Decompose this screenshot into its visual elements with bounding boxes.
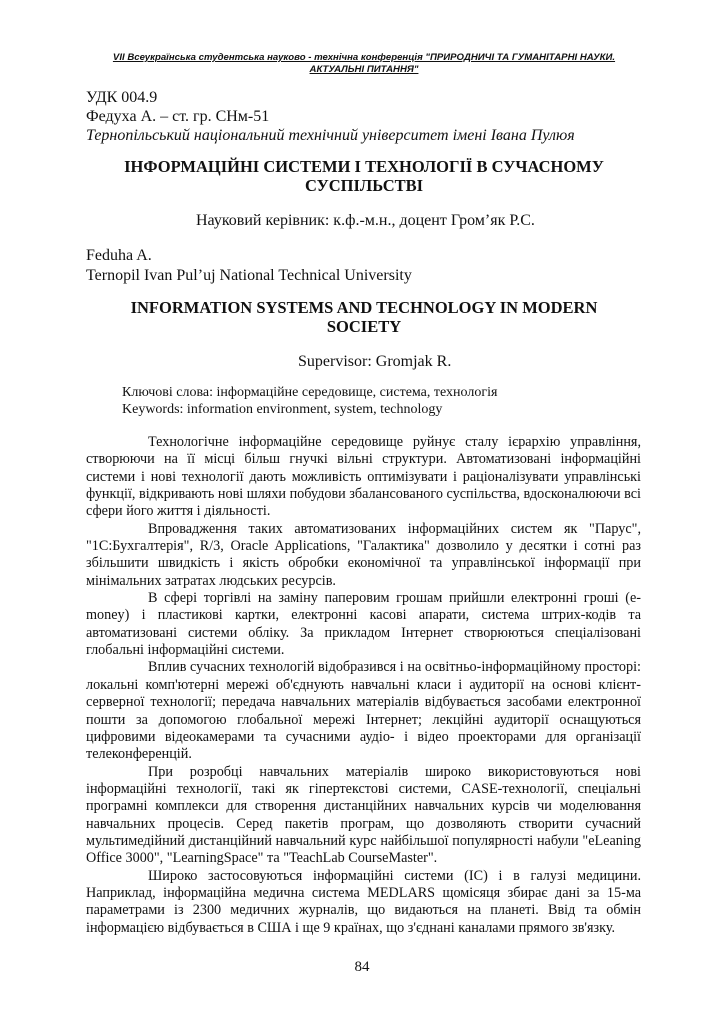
supervisor-en: Supervisor: Gromjak R. <box>298 353 452 370</box>
paragraph: Вплив сучасних технологій відобразився і на освітньо-інформаційному просторі: локальні комп'ютерні мережі об'єднують навчальні класи і аудиторії на основі клієнт-серверної технології; передача навчальних матеріалів відбувається засобами електронної пошти за допомогою глобальної мережі Інтернет; лекційні аудиторії оснащуються цифровими відеокамерами та сучасними аудіо- і відео проекторами для організації телеконференцій. <box>86 659 641 763</box>
paragraph: Технологічне інформаційне середовище руйнує сталу ієрархію управління, створюючи на її місці більш гнучкі вільні структури. Автоматизовані інформаційні системи і нові технології дають можливість оптимізувати і раціоналізувати управлінські функції, відкривають нові шляхи побудови збалансованого суспільства, вдосконалюючи всі сфери його життя і діяльності. <box>86 434 641 520</box>
author-meta-en <box>86 246 646 285</box>
paper-title-en-line-1: INFORMATION SYSTEMS AND TECHNOLOGY IN MODERN <box>130 298 598 317</box>
affiliation-en: Ternopil Ivan Pul’uj National Technical University <box>86 266 412 284</box>
paragraph: Широко застосовуються інформаційні системи (ІС) і в галузі медицини. Наприклад, інформаційна медична система MEDLARS щомісяця збирає дані за 15-ма параметрами із 2300 медичних журналів, що видаються на планеті. Ввід та обмін інформацією відбувається в США і ще 9 країнах, що з'єднані каналами прямого зв'язку. <box>86 867 641 936</box>
page-number: 84 <box>354 959 370 975</box>
author-name-uk: Федуха А. – ст. гр. СНм-51 <box>86 108 270 125</box>
paper-title-uk-line-2: СУСПІЛЬСТВІ <box>304 176 424 195</box>
author-name-en: Feduha A. <box>86 247 152 264</box>
conference-header-line-1: VII Всеукраїнська студентська науково - технічна конференція "ПРИРОДНИЧІ ТА ГУМАНІТАРНІ НАУКИ. <box>112 52 616 63</box>
conference-header <box>86 52 642 75</box>
paragraph: При розробці навчальних матеріалів широко використовуються нові інформаційні технології, такі як гіпертекстові системи, CASE-технології, спеціальні програмні комплекси для створення дистанційних навчальних курсів чи моделювання навчальних процесів. Серед пакетів програм, що дозволяють створити сучасний мультимедійний дистанційний навчальний курс найбільшої популярності набули "eLeaning Office 3000", "LearningSpace" та "TeachLab CourseMaster". <box>86 763 641 867</box>
paper-title-en-line-2: SOCIETY <box>326 317 402 336</box>
udc-code: УДК 004.9 <box>86 89 158 106</box>
keywords-uk: Ключові слова: інформаційне середовище, система, технологія <box>122 385 498 400</box>
supervisor-uk: Науковий керівник: к.ф.-м.н., доцент Гром’як Р.С. <box>196 212 535 229</box>
paragraph: В сфері торгівлі на заміну паперовим грошам прийшли електронні гроші (e-money) і пластикові картки, електронні касові апарати, система штрих-кодів та автоматизовані системи обліку. За прикладом Інтернет створюються спеціалізовані глобальні інформаційні системи. <box>86 590 641 659</box>
paper-title-en <box>86 298 642 336</box>
body-text <box>86 434 641 937</box>
paragraph: Впровадження таких автоматизованих інформаційних систем як "Парус", "1С:Бухгалтерія", R/3, Oracle Applications, "Галактика" дозволило у десятки і сотні раз збільшити швидкість і якість обробки економічної та управлінської інформації при мінімальних затратах людських ресурсів. <box>86 520 641 589</box>
affiliation-uk: Тернопільський національний технічний університет імені Івана Пулюя <box>86 127 575 144</box>
keywords-en: Keywords: information environment, system, technology <box>122 402 443 417</box>
paper-title-uk-line-1: ІНФОРМАЦІЙНІ СИСТЕМИ І ТЕХНОЛОГІЇ В СУЧАСНОМУ <box>124 157 604 176</box>
keywords-block <box>122 384 642 418</box>
conference-header-line-2: АКТУАЛЬНІ ПИТАННЯ" <box>309 63 419 75</box>
author-meta-uk <box>86 88 646 145</box>
paper-title-uk <box>86 157 642 195</box>
